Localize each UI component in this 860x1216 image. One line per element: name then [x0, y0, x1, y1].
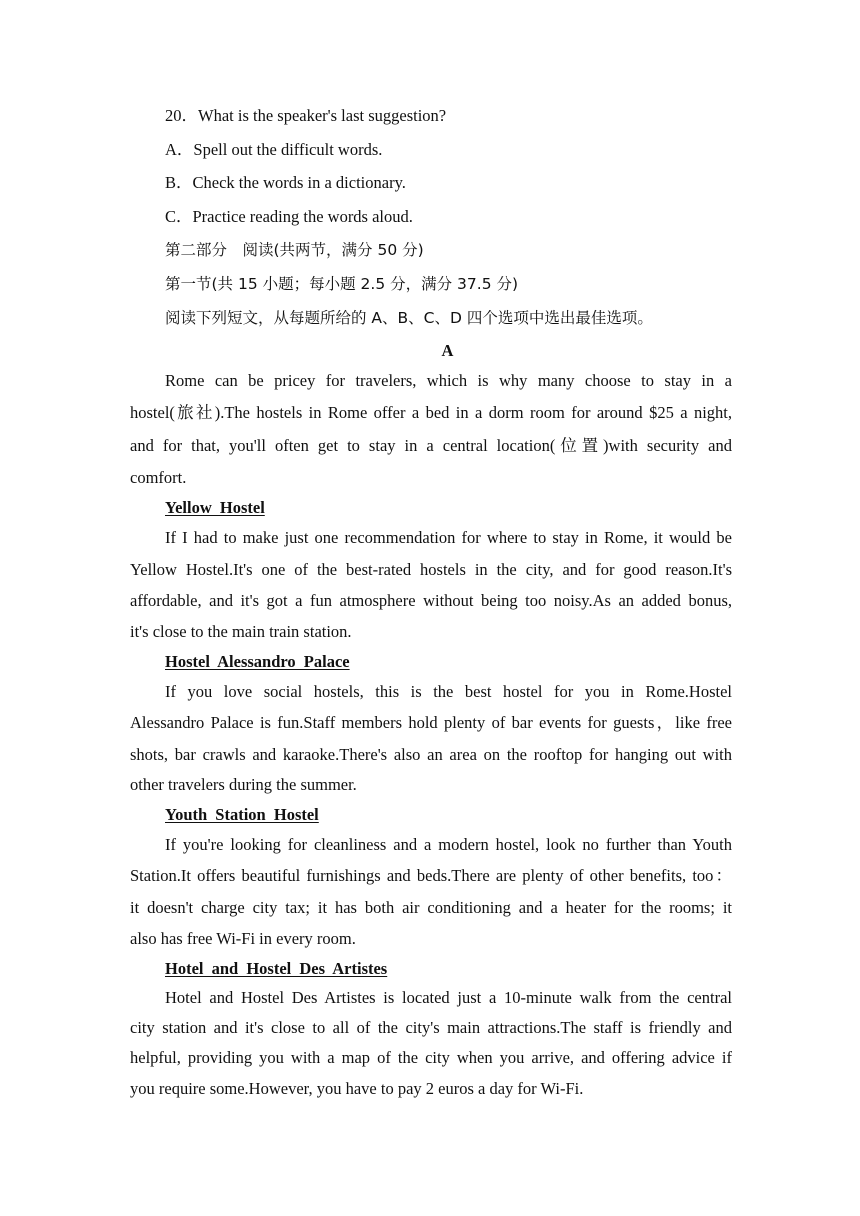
section-header: 第一节(共 15 小题；每小题 2.5 分，满分 37.5 分) — [165, 275, 519, 293]
paragraph-line: it doesn't charge city tax; it has both air conditioning and a heater for the rooms; it — [130, 898, 732, 917]
section-title-des-artistes: Hotel and Hostel Des Artistes — [165, 959, 388, 978]
intro-line: and for that, you'll often get to stay in a central location(位置)with security and — [130, 436, 732, 455]
paragraph-line: other travelers during the summer. — [130, 775, 357, 794]
part-header: 第二部分 阅读(共两节，满分 50 分) — [165, 241, 424, 259]
instruction: 阅读下列短文，从每题所给的 A、B、C、D 四个选项中选出最佳选项。 — [165, 309, 653, 327]
section-title-yellow-hostel: Yellow Hostel — [165, 498, 265, 517]
option-c: C．Practice reading the words aloud. — [165, 207, 413, 226]
paragraph-line: Hotel and Hostel Des Artistes is located just a 10-minute walk from the central — [165, 988, 732, 1007]
option-a: A．Spell out the difficult words. — [165, 140, 383, 159]
section-title-alessandro-palace: Hostel Alessandro Palace — [165, 652, 350, 671]
paragraph-line: If you're looking for cleanliness and a modern hostel, look no further than Youth — [165, 835, 732, 854]
intro-line: hostel(旅社).The hostels in Rome offer a bed in a dorm room for around $25 a night, — [130, 403, 732, 422]
paragraph-line: shots, bar crawls and karaoke.There's also an area on the rooftop for hanging out with — [130, 745, 732, 764]
paragraph-line: it's close to the main train station. — [130, 622, 352, 641]
paragraph-line: affordable, and it's got a fun atmosphere without being too noisy.As an added bonus, — [130, 591, 732, 610]
intro-line: Rome can be pricey for travelers, which is why many choose to stay in a — [165, 371, 732, 390]
paragraph-line: helpful, providing you with a map of the city when you arrive, and offering advice if — [130, 1048, 732, 1067]
option-b: B．Check the words in a dictionary. — [165, 173, 406, 192]
passage-label: A — [441, 341, 454, 360]
paragraph-line: If you love social hostels, this is the best hostel for you in Rome.Hostel — [165, 682, 732, 701]
paragraph-line: you require some.However, you have to pay 2 euros a day for Wi‑Fi. — [130, 1079, 584, 1098]
paragraph-line: Alessandro Palace is fun.Staff members hold plenty of bar events for guests，like free — [130, 713, 732, 732]
intro-line: comfort. — [130, 468, 187, 487]
paragraph-line: also has free Wi-Fi in every room. — [130, 929, 356, 948]
paragraph-line: If I had to make just one recommendation for where to stay in Rome, it would be — [165, 528, 732, 547]
question-20: 20．What is the speaker's last suggestion? — [165, 106, 447, 125]
paragraph-line: Station.It offers beautiful furnishings and beds.There are plenty of other benefits, too： — [130, 866, 732, 885]
paragraph-line: city station and it's close to all of the city's main attractions.The staff is friendly and — [130, 1018, 732, 1037]
section-title-youth-station: Youth Station Hostel — [165, 805, 319, 824]
paragraph-line: Yellow Hostel.It's one of the best‑rated hostels in the city, and for good reason.It's — [130, 560, 732, 579]
